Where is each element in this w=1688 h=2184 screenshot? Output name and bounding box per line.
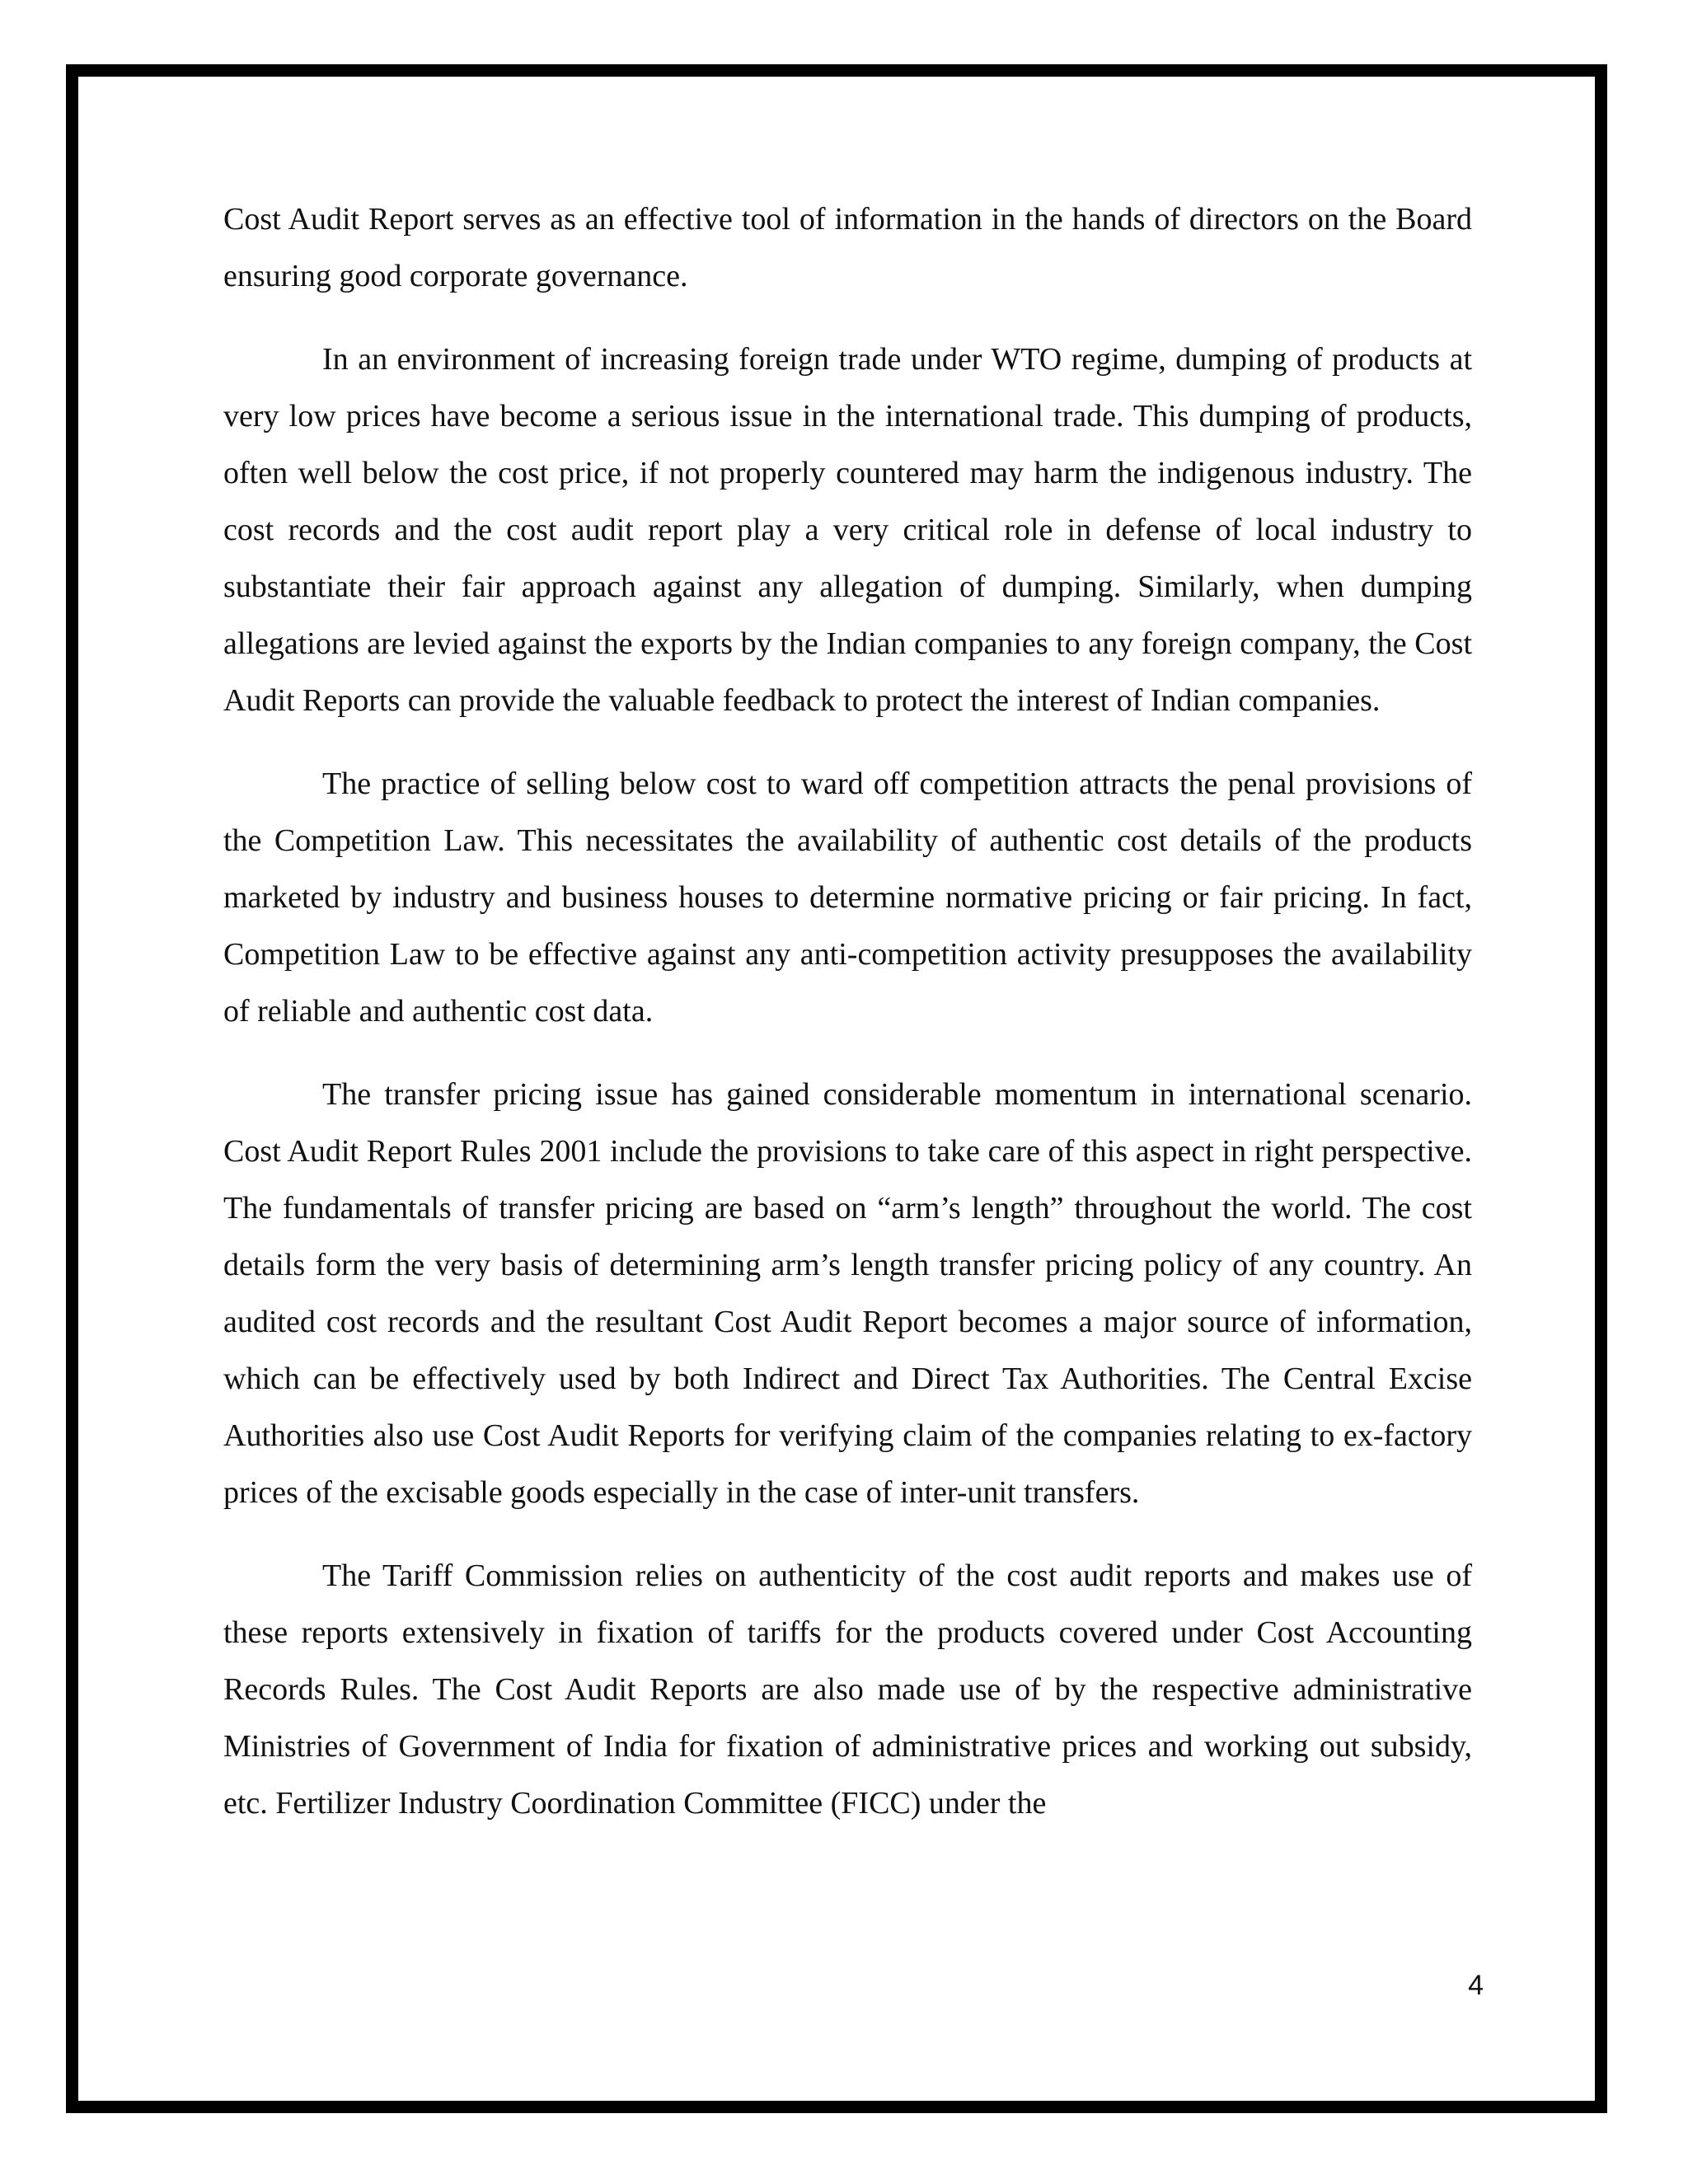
- paragraph-corporate-governance: Cost Audit Report serves as an effective tool of information in the hands of directors on the Board ensuring good corporate governance.: [223, 202, 1472, 293]
- paragraph-transfer-pricing: The transfer pricing issue has gained considerable momentum in international scenario. Cost Audit Report Rules 2001 include the provisions to take care of this aspect in right perspective. The fundamentals of transfer pricing are based on “arm’s length” throughout the world. The cost details form the very basis of determining arm’s length transfer pricing policy of any country. An audited cost records and the resultant Cost Audit Report becomes a major source of information, which can be effectively used by both Indirect and Direct Tax Authorities. The Central Excise Authorities also use Cost Audit Reports for verifying claim of the companies relating to ex-factory prices of the excisable goods especially in the case of inter-unit transfers.: [223, 1077, 1472, 1510]
- page-number: 4: [1468, 1970, 1484, 2001]
- paragraph-dumping: In an environment of increasing foreign trade under WTO regime, dumping of products at very low prices have become a serious issue in the international trade. This dumping of products, often well below the cost price, if not properly countered may harm the indigenous industry. The cost records and the cost audit report play a very critical role in defense of local industry to substantiate their fair approach against any allegation of dumping. Similarly, when dumping allegations are levied against the exports by the Indian companies to any foreign company, the Cost Audit Reports can provide the valuable feedback to protect the interest of Indian companies.: [223, 342, 1472, 718]
- paragraph-tariff-commission: The Tariff Commission relies on authenticity of the cost audit reports and makes use of these reports extensively in fixation of tariffs for the products covered under Cost Accounting Records Rules. The Cost Audit Reports are also made use of by the respective administrative Ministries of Government of India for fixation of administrative prices and working out subsidy, etc. Fertilizer Industry Coordination Committee (FICC) under the: [223, 1558, 1472, 1821]
- paragraph-competition-law: The practice of selling below cost to ward off competition attracts the penal provisions of the Competition Law. This necessitates the availability of authentic cost details of the products marketed by industry and business houses to determine normative pricing or fair pricing. In fact, Competition Law to be effective against any anti-competition activity presupposes the availability of reliable and authentic cost data.: [223, 766, 1472, 1029]
- document-body: [223, 191, 1472, 1858]
